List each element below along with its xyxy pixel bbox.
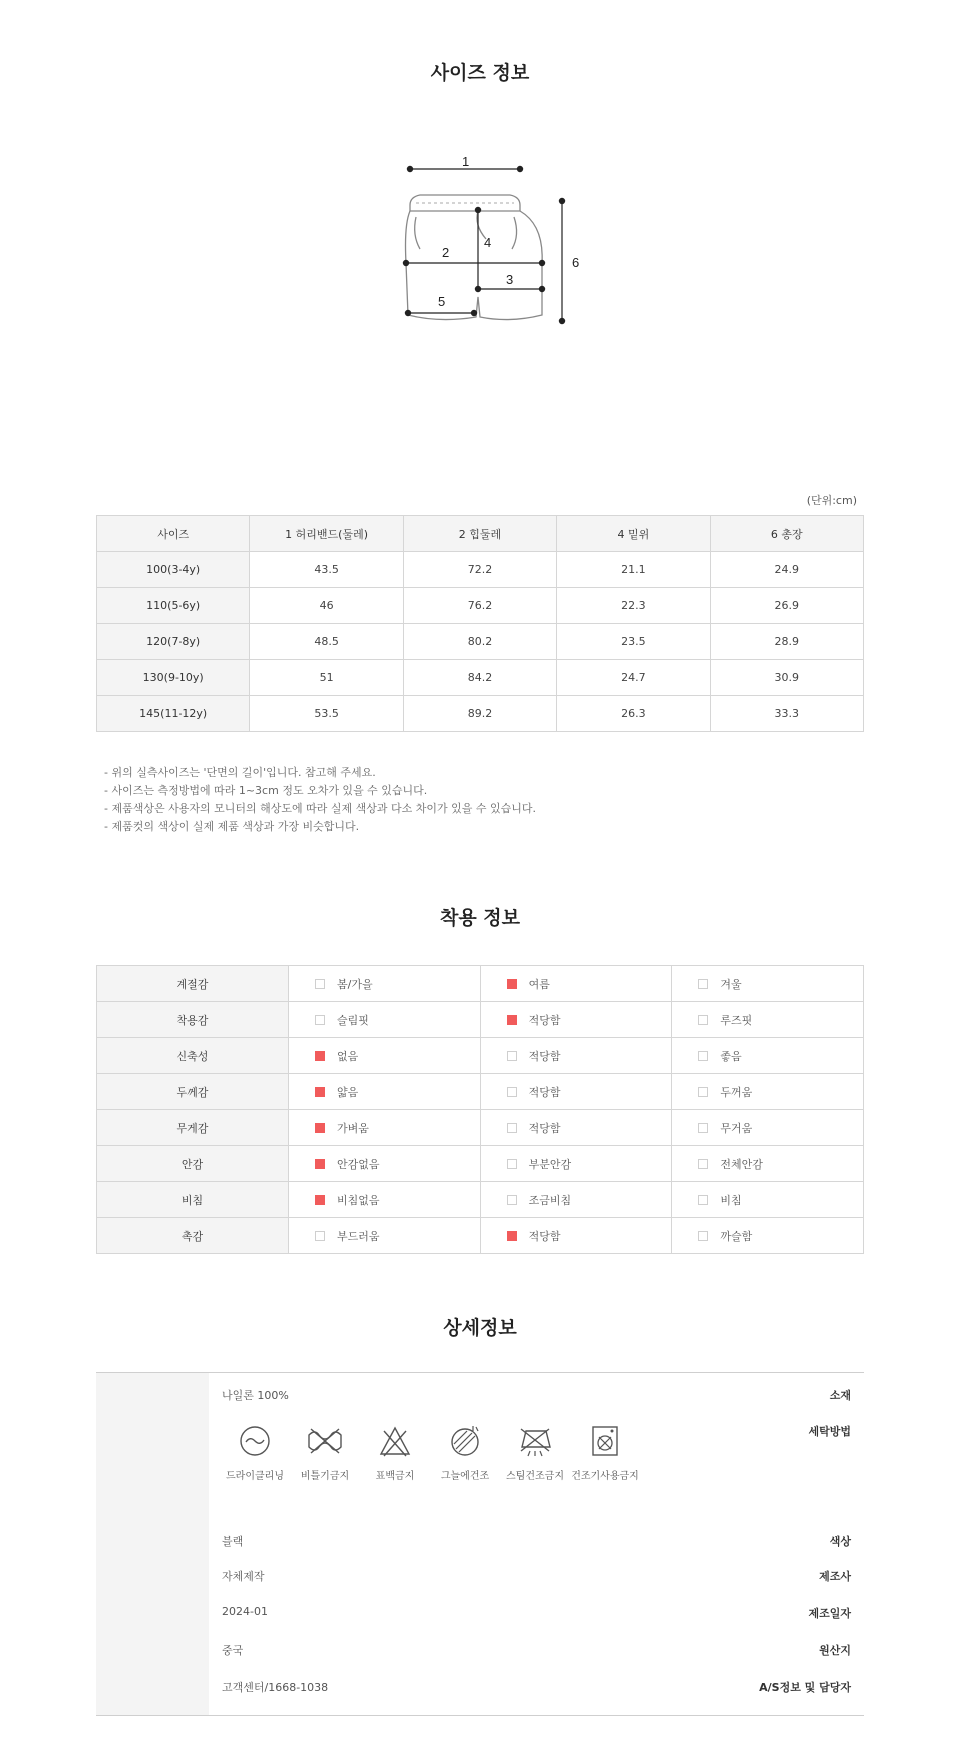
- size-value-cell: 80.2: [403, 624, 556, 660]
- fit-option-label: 겨울: [720, 977, 742, 991]
- fit-option-label: 여름: [528, 977, 550, 991]
- wash-label: 드라이클리닝: [226, 1471, 284, 1482]
- fit-option: [672, 1038, 864, 1074]
- size-notes: [104, 764, 536, 836]
- date-value: 2024-01: [222, 1605, 268, 1618]
- checked-box-icon: [507, 1015, 517, 1025]
- fit-category: 안감: [97, 1146, 289, 1182]
- fit-option-label: 적당함: [528, 1121, 561, 1135]
- size-value-cell: 21.1: [557, 552, 710, 588]
- unchecked-box-icon: [507, 1087, 517, 1097]
- table-row: [97, 624, 864, 660]
- fit-option-label: 적당함: [528, 1229, 561, 1243]
- date-label: [751, 1605, 864, 1621]
- fit-option: [289, 1146, 481, 1182]
- fit-option-label: 무거움: [720, 1121, 753, 1135]
- diagram-label-4: 4: [484, 235, 492, 250]
- wash-label: 건조기사용금지: [571, 1471, 639, 1482]
- checked-box-icon: [507, 1231, 517, 1241]
- unchecked-box-icon: [698, 1015, 708, 1025]
- unchecked-box-icon: [507, 1195, 517, 1205]
- fit-row: [97, 1110, 864, 1146]
- washing-icons: [220, 1423, 660, 1483]
- fit-option: [480, 1146, 672, 1182]
- fit-option-label: 비침: [720, 1193, 742, 1207]
- no-steam-iron-icon: [516, 1423, 554, 1459]
- fit-option-label: 적당함: [528, 1085, 561, 1099]
- fit-option-label: 가벼움: [337, 1121, 369, 1135]
- washing-label-text: 세탁방법: [808, 1425, 851, 1438]
- checked-box-icon: [507, 979, 517, 989]
- shorts-measurement-diagram: [390, 154, 610, 375]
- size-value-cell: 43.5: [250, 552, 403, 588]
- origin-value: 중국: [222, 1644, 244, 1657]
- unchecked-box-icon: [698, 1051, 708, 1061]
- fit-option: [672, 1002, 864, 1038]
- fit-category: 계절감: [97, 966, 289, 1002]
- size-value-cell: 53.5: [250, 696, 403, 732]
- size-cell: 145(11-12y): [97, 696, 250, 732]
- fit-info-title: 착용 정보: [439, 907, 521, 929]
- no-bleach-icon: [377, 1423, 413, 1459]
- fit-row: [97, 1038, 864, 1074]
- table-row: [97, 696, 864, 732]
- fit-option-label: 부분안감: [528, 1157, 572, 1171]
- maker-label-text: 제조사: [819, 1570, 851, 1583]
- fit-option: [672, 1218, 864, 1254]
- note-line: - 사이즈는 측정방법에 따라 1~3cm 정도 오차가 있을 수 있습니다.: [104, 784, 428, 797]
- unchecked-box-icon: [507, 1051, 517, 1061]
- fit-category: 무게감: [97, 1110, 289, 1146]
- maker-value: 자체제작: [222, 1570, 265, 1583]
- diagram-label-2: 2: [442, 245, 450, 260]
- size-value-cell: 23.5: [557, 624, 710, 660]
- fit-category: 신축성: [97, 1038, 289, 1074]
- size-value-cell: 28.9: [710, 624, 863, 660]
- size-value-cell: 72.2: [403, 552, 556, 588]
- fit-option-label: 루즈핏: [720, 1013, 753, 1027]
- checked-box-icon: [315, 1159, 325, 1169]
- unchecked-box-icon: [698, 1195, 708, 1205]
- fit-category: 촉감: [97, 1218, 289, 1254]
- fit-option-label: 없음: [337, 1049, 359, 1063]
- fit-option: [289, 1218, 481, 1254]
- unchecked-box-icon: [698, 1087, 708, 1097]
- material-value: 나일론 100%: [222, 1389, 289, 1402]
- size-value-cell: 84.2: [403, 660, 556, 696]
- unchecked-box-icon: [698, 979, 708, 989]
- size-header-cell: 사이즈: [97, 516, 250, 552]
- wash-item: [220, 1423, 290, 1482]
- origin-label-text: 원산지: [819, 1644, 851, 1657]
- fit-table: [96, 965, 864, 1254]
- detail-table: [96, 1372, 864, 1716]
- fit-option: [480, 1038, 672, 1074]
- diagram-label-1: 1: [462, 154, 470, 169]
- unit-label: (단위:cm): [806, 494, 857, 507]
- checked-box-icon: [315, 1051, 325, 1061]
- color-label-text: 색상: [829, 1535, 851, 1548]
- checked-box-icon: [315, 1087, 325, 1097]
- checked-box-icon: [315, 1123, 325, 1133]
- table-row: [97, 660, 864, 696]
- fit-option: [289, 1074, 481, 1110]
- size-value-cell: 24.9: [710, 552, 863, 588]
- no-wring-icon: [305, 1423, 345, 1459]
- detail-label-column: [96, 1373, 209, 1715]
- fit-option: [480, 966, 672, 1002]
- size-value-cell: 48.5: [250, 624, 403, 660]
- detail-info-title: 상세정보: [443, 1317, 517, 1339]
- size-value-cell: 22.3: [557, 588, 710, 624]
- fit-option: [289, 966, 481, 1002]
- washing-label: [751, 1423, 864, 1439]
- fit-option: [289, 1110, 481, 1146]
- size-value-cell: 33.3: [710, 696, 863, 732]
- dry-clean-icon: [237, 1423, 273, 1459]
- unchecked-box-icon: [315, 979, 325, 989]
- size-value-cell: 30.9: [710, 660, 863, 696]
- note-line: - 위의 실측사이즈는 '단면의 길이'입니다. 참고해 주세요.: [104, 766, 376, 779]
- fit-category: 두께감: [97, 1074, 289, 1110]
- size-value-cell: 26.3: [557, 696, 710, 732]
- fit-option-label: 두꺼움: [720, 1085, 753, 1099]
- table-row: [97, 552, 864, 588]
- as-label-text: A/S정보 및 담당자: [759, 1681, 851, 1694]
- fit-row: [97, 1218, 864, 1254]
- size-header-cell: 4 밑위: [557, 516, 710, 552]
- note-line: - 제품컷의 색상이 실제 제품 색상과 가장 비슷합니다.: [104, 820, 360, 833]
- fit-option-label: 봄/가을: [337, 977, 373, 991]
- no-tumble-dry-icon: [587, 1423, 623, 1459]
- size-header-cell: 6 총장: [710, 516, 863, 552]
- fit-option: [289, 1002, 481, 1038]
- origin-label: [751, 1642, 864, 1658]
- note-line: - 제품색상은 사용자의 모니터의 해상도에 따라 실제 색상과 다소 차이가 있을 수 있습니다.: [104, 802, 536, 815]
- fit-option-label: 전체안감: [720, 1157, 763, 1171]
- fit-option: [480, 1182, 672, 1218]
- fit-option: [672, 1110, 864, 1146]
- fit-option-label: 안감없음: [337, 1157, 380, 1171]
- fit-option: [480, 1218, 672, 1254]
- fit-row: [97, 1146, 864, 1182]
- wash-label: 스팀건조금지: [506, 1471, 564, 1482]
- size-value-cell: 46: [250, 588, 403, 624]
- fit-option: [289, 1038, 481, 1074]
- material-label: [751, 1387, 864, 1403]
- fit-option: [672, 1074, 864, 1110]
- fit-row: [97, 966, 864, 1002]
- diagram-label-3: 3: [506, 272, 514, 287]
- fit-option-label: 조금비침: [528, 1193, 572, 1207]
- fit-option: [289, 1182, 481, 1218]
- size-info-title: 사이즈 정보: [430, 62, 530, 84]
- fit-row: [97, 1002, 864, 1038]
- wash-item: [430, 1423, 500, 1482]
- size-table-header-row: [97, 516, 864, 552]
- fit-option-label: 부드러움: [337, 1229, 380, 1243]
- wash-item: [570, 1423, 640, 1482]
- fit-category: 착용감: [97, 1002, 289, 1038]
- fit-option: [672, 1146, 864, 1182]
- size-cell: 110(5-6y): [97, 588, 250, 624]
- wash-item: [360, 1423, 430, 1482]
- size-value-cell: 26.9: [710, 588, 863, 624]
- date-label-text: 제조일자: [808, 1607, 851, 1620]
- fit-category: 비침: [97, 1182, 289, 1218]
- diagram-label-6: 6: [572, 255, 580, 270]
- unchecked-box-icon: [507, 1159, 517, 1169]
- unchecked-box-icon: [507, 1123, 517, 1133]
- size-header-cell: 1 허리밴드(둘레): [250, 516, 403, 552]
- fit-option-label: 비침없음: [337, 1193, 380, 1207]
- wash-label: 비틀기금지: [300, 1471, 350, 1482]
- diagram-label-5: 5: [438, 294, 446, 309]
- unchecked-box-icon: [315, 1231, 325, 1241]
- fit-row: [97, 1074, 864, 1110]
- fit-option-label: 얇음: [337, 1085, 359, 1099]
- fit-option-label: 슬림핏: [337, 1013, 369, 1027]
- maker-label: [751, 1568, 864, 1584]
- checked-box-icon: [315, 1195, 325, 1205]
- fit-option-label: 좋음: [720, 1049, 742, 1063]
- unchecked-box-icon: [698, 1231, 708, 1241]
- color-label: [751, 1533, 864, 1549]
- color-value: 블랙: [222, 1535, 244, 1548]
- fit-option: [672, 966, 864, 1002]
- fit-option-label: 적당함: [528, 1049, 561, 1063]
- table-row: [97, 588, 864, 624]
- fit-option: [480, 1002, 672, 1038]
- size-cell: 100(3-4y): [97, 552, 250, 588]
- fit-option: [480, 1110, 672, 1146]
- fit-row: [97, 1182, 864, 1218]
- fit-option-label: 적당함: [528, 1013, 561, 1027]
- wash-item: [290, 1423, 360, 1482]
- as-label: [751, 1679, 864, 1695]
- fit-option: [480, 1074, 672, 1110]
- size-cell: 120(7-8y): [97, 624, 250, 660]
- size-value-cell: 51: [250, 660, 403, 696]
- fit-option: [672, 1182, 864, 1218]
- size-value-cell: 76.2: [403, 588, 556, 624]
- size-header-cell: 2 힙둘레: [403, 516, 556, 552]
- shade-dry-icon: [447, 1423, 483, 1459]
- as-value: 고객센터/1668-1038: [222, 1681, 329, 1694]
- wash-item: [500, 1423, 570, 1482]
- fit-option-label: 까슬함: [720, 1229, 753, 1243]
- size-table: [96, 515, 864, 732]
- unchecked-box-icon: [698, 1159, 708, 1169]
- unchecked-box-icon: [698, 1123, 708, 1133]
- size-value-cell: 24.7: [557, 660, 710, 696]
- size-value-cell: 89.2: [403, 696, 556, 732]
- size-cell: 130(9-10y): [97, 660, 250, 696]
- material-label-text: 소재: [829, 1389, 851, 1402]
- unchecked-box-icon: [315, 1015, 325, 1025]
- wash-label: 표백금지: [375, 1471, 415, 1482]
- wash-label: 그늘에건조: [440, 1471, 490, 1482]
